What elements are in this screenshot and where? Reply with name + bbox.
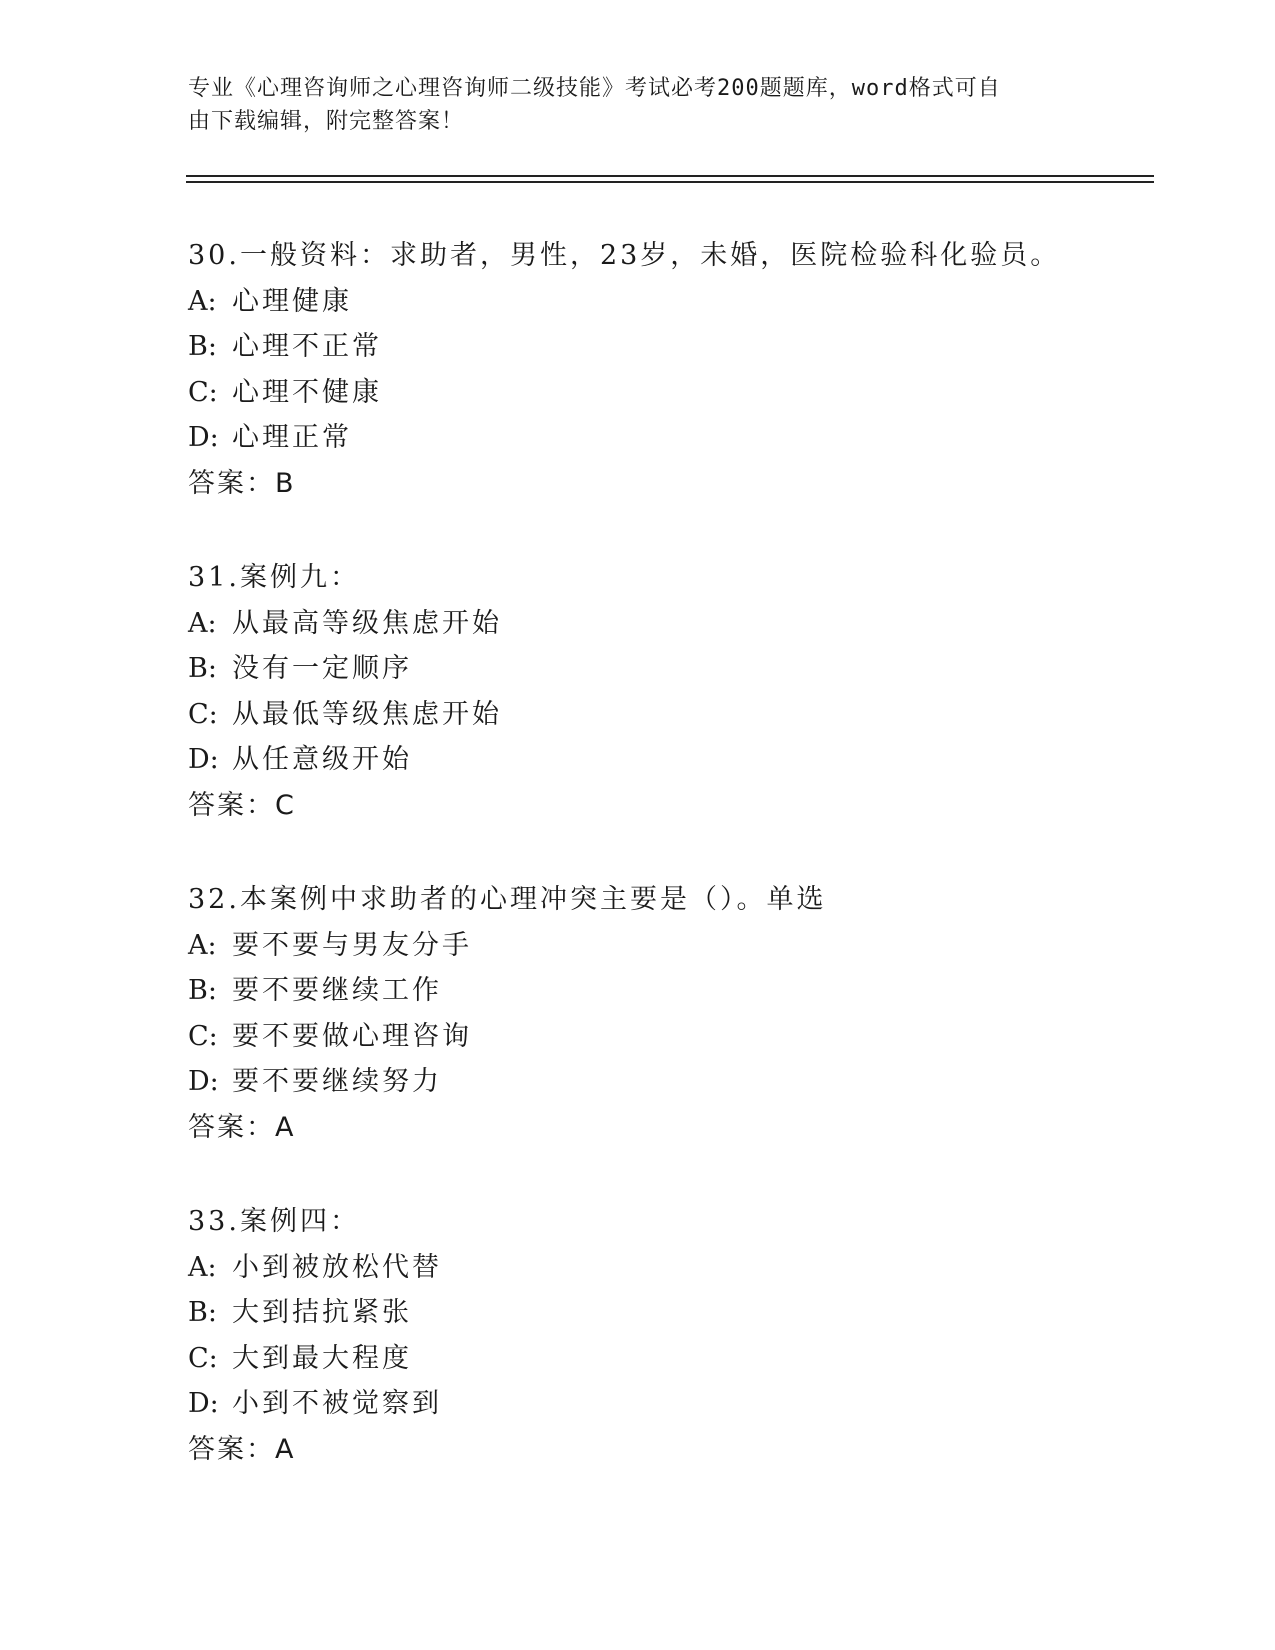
option-c — [188, 370, 1148, 416]
option-text: 小到被放松代替 — [232, 1251, 442, 1283]
option-letter: D: — [188, 422, 219, 453]
option-letter: A: — [188, 607, 217, 639]
option-d — [188, 737, 1148, 783]
option-b — [188, 1290, 1148, 1336]
option-letter: C: — [188, 376, 218, 408]
header-divider-top — [186, 175, 1154, 177]
option-c — [188, 692, 1148, 738]
option-letter: B: — [188, 975, 217, 1006]
option-letter: C: — [188, 1020, 218, 1052]
option-text: 大到拮抗紧张 — [232, 1297, 412, 1328]
question-title: 30.一般资料：求助者，男性，23岁，未婚，医院检验科化验员。 — [188, 240, 1061, 271]
option-text: 要不要继续努力 — [232, 1066, 442, 1097]
option-b — [188, 968, 1148, 1014]
document-header — [188, 72, 1068, 138]
question-title: 33.案例四： — [188, 1206, 360, 1237]
answer-line: 答案：B — [188, 467, 296, 499]
option-letter: C: — [188, 1342, 218, 1374]
option-letter: A: — [188, 929, 217, 961]
option-b — [188, 646, 1148, 692]
option-a — [188, 601, 1148, 647]
option-text: 心理不正常 — [232, 331, 382, 362]
option-text: 没有一定顺序 — [232, 653, 412, 684]
option-letter: B: — [188, 331, 217, 362]
option-c — [188, 1014, 1148, 1060]
option-text: 从任意级开始 — [232, 744, 412, 775]
option-text: 从最低等级焦虑开始 — [232, 698, 502, 730]
option-b — [188, 324, 1148, 370]
option-text: 心理不健康 — [232, 376, 382, 408]
option-letter: D: — [188, 1066, 219, 1097]
option-text: 心理健康 — [232, 285, 352, 317]
option-d — [188, 1059, 1148, 1105]
option-text: 大到最大程度 — [232, 1342, 412, 1374]
option-text: 心理正常 — [232, 422, 352, 453]
header-divider-bottom — [186, 181, 1154, 183]
option-letter: B: — [188, 653, 217, 684]
option-a — [188, 1245, 1148, 1291]
option-c — [188, 1336, 1148, 1382]
answer-line: 答案：A — [188, 1433, 296, 1465]
option-d — [188, 415, 1148, 461]
question-title: 32.本案例中求助者的心理冲突主要是（）。单选 — [188, 884, 827, 915]
option-letter: A: — [188, 285, 217, 317]
question-block-33 — [188, 1199, 1148, 1472]
option-text: 小到不被觉察到 — [232, 1388, 442, 1419]
question-title: 31.案例九： — [188, 562, 360, 593]
option-letter: D: — [188, 744, 219, 775]
header-line-1: 专业《心理咨询师之心理咨询师二级技能》考试必考200题题库，word格式可自 — [188, 76, 1001, 101]
question-block-32 — [188, 877, 1148, 1150]
option-letter: D: — [188, 1388, 219, 1419]
option-letter: A: — [188, 1251, 217, 1283]
option-text: 要不要做心理咨询 — [232, 1020, 472, 1052]
answer-line: 答案：C — [188, 789, 296, 821]
option-d — [188, 1381, 1148, 1427]
option-text: 从最高等级焦虑开始 — [232, 607, 502, 639]
header-line-2: 由下载编辑，附完整答案！ — [188, 109, 465, 134]
option-a — [188, 279, 1148, 325]
answer-line: 答案：A — [188, 1111, 296, 1143]
question-block-30 — [188, 233, 1148, 506]
option-letter: C: — [188, 698, 218, 730]
option-letter: B: — [188, 1297, 217, 1328]
option-a — [188, 923, 1148, 969]
question-block-31 — [188, 555, 1148, 828]
option-text: 要不要与男友分手 — [232, 929, 472, 961]
option-text: 要不要继续工作 — [232, 975, 442, 1006]
